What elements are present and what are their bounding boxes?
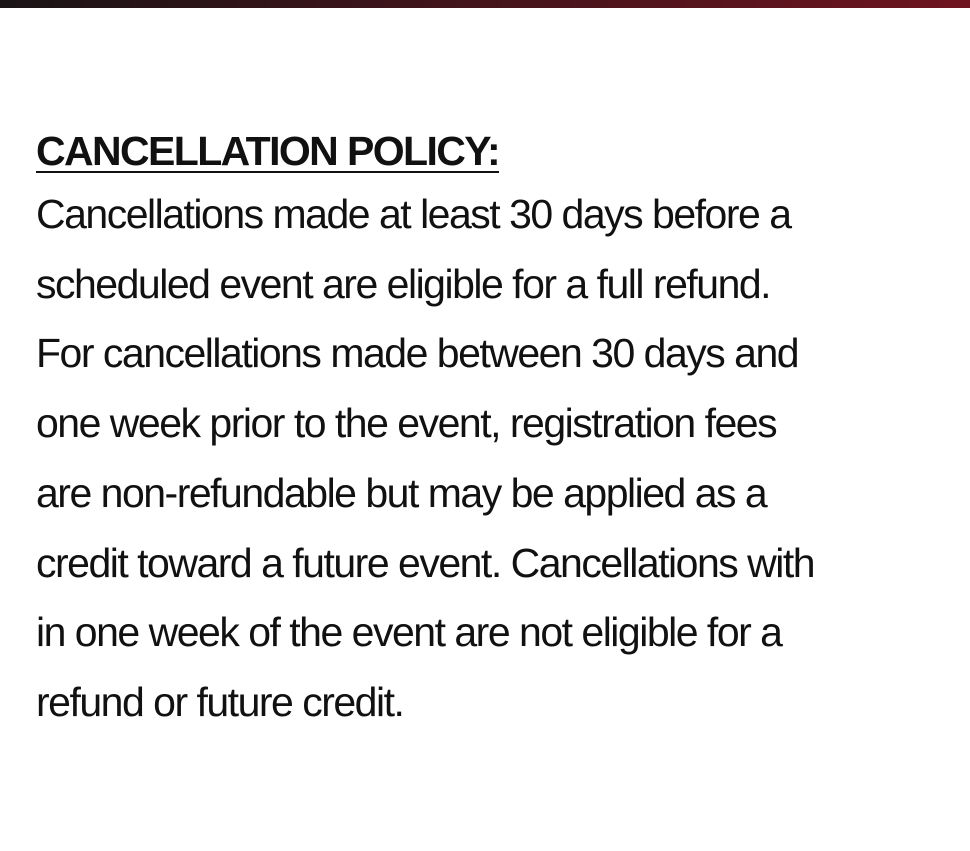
policy-line: For cancellations made between 30 days and <box>36 330 799 377</box>
policy-line: one week prior to the event, registration fees <box>36 400 777 447</box>
policy-line: credit toward a future event. Cancellations with <box>36 539 815 586</box>
policy-line: are non-refundable but may be applied as a <box>36 469 767 516</box>
policy-line: refund or future credit. <box>36 678 404 725</box>
policy-line: Cancellations made at least 30 days before a <box>36 191 791 237</box>
policy-title: CANCELLATION POLICY: <box>36 128 500 174</box>
policy-line: in one week of the event are not eligible for a <box>36 609 782 656</box>
policy-body <box>36 180 956 738</box>
policy-line: scheduled event are eligible for a full refund. <box>36 260 771 307</box>
cancellation-policy <box>36 122 956 738</box>
top-accent-bar <box>0 0 970 8</box>
